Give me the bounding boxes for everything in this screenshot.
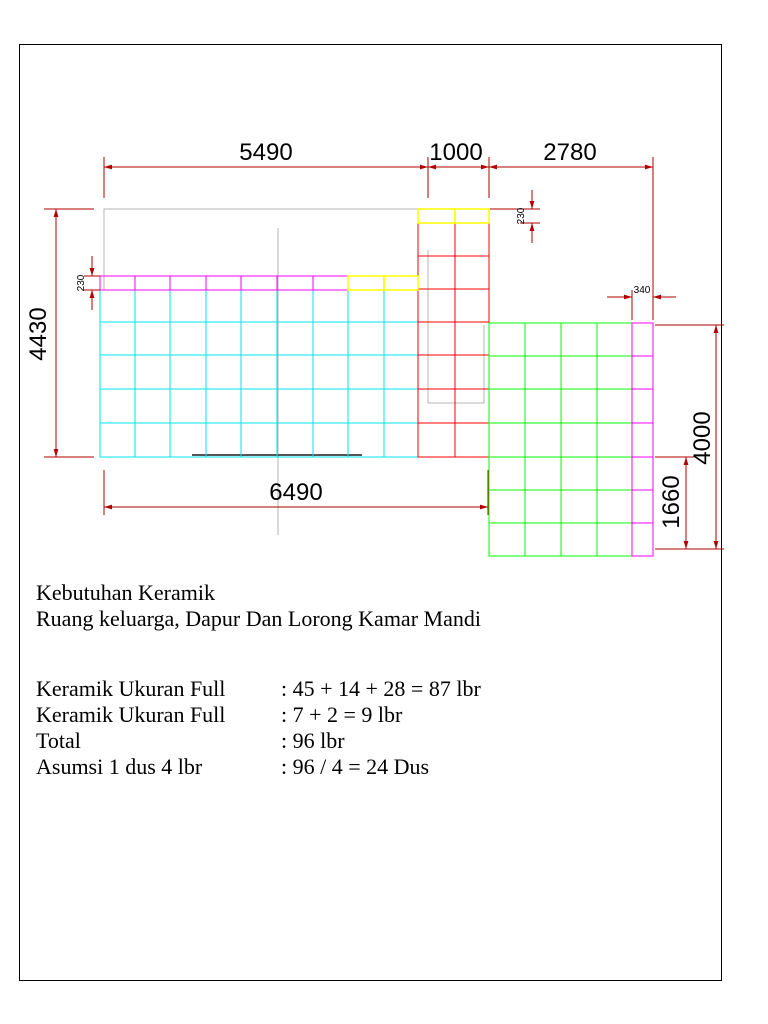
notes-row [36, 676, 696, 702]
notes-row-label: Keramik Ukuran Full [36, 676, 226, 701]
dim-small-left: 230 [76, 274, 87, 292]
dim-top-left: 5490 [239, 139, 293, 166]
notes-row-label: Asumsi 1 dus 4 lbr [36, 754, 203, 779]
tile-cut-magenta [100, 276, 653, 556]
notes-row [36, 728, 696, 754]
notes-row-value: : 7 + 2 = 9 lbr [281, 702, 403, 727]
dim-right-lower: 1660 [658, 475, 685, 529]
notes-row-label: Total [36, 728, 81, 753]
notes-subheading: Ruang keluarga, Dapur Dan Lorong Kamar Mandi [36, 606, 481, 631]
notes-row [36, 702, 696, 728]
notes-row-label: Keramik Ukuran Full [36, 702, 226, 727]
dim-top-right: 2780 [543, 139, 597, 166]
dim-bottom-width: 6490 [269, 479, 323, 506]
tile-grid-kitchen [418, 223, 489, 457]
ceramic-requirements-notes [36, 580, 696, 780]
dim-small-top: 230 [516, 207, 527, 225]
notes-row [36, 754, 696, 780]
dim-right-height: 4000 [689, 411, 716, 465]
dim-top-middle: 1000 [429, 139, 483, 166]
tile-grid-living-room [100, 290, 418, 457]
notes-heading: Kebutuhan Keramik [36, 580, 215, 605]
notes-row-value: : 96 / 4 = 24 Dus [281, 754, 430, 779]
tile-grid-corridor [489, 323, 632, 556]
dim-small-right: 340 [633, 285, 651, 296]
notes-row-value: : 96 lbr [281, 728, 345, 753]
dim-left-height: 4430 [25, 307, 52, 361]
notes-row-value: : 45 + 14 + 28 = 87 lbr [281, 676, 481, 701]
